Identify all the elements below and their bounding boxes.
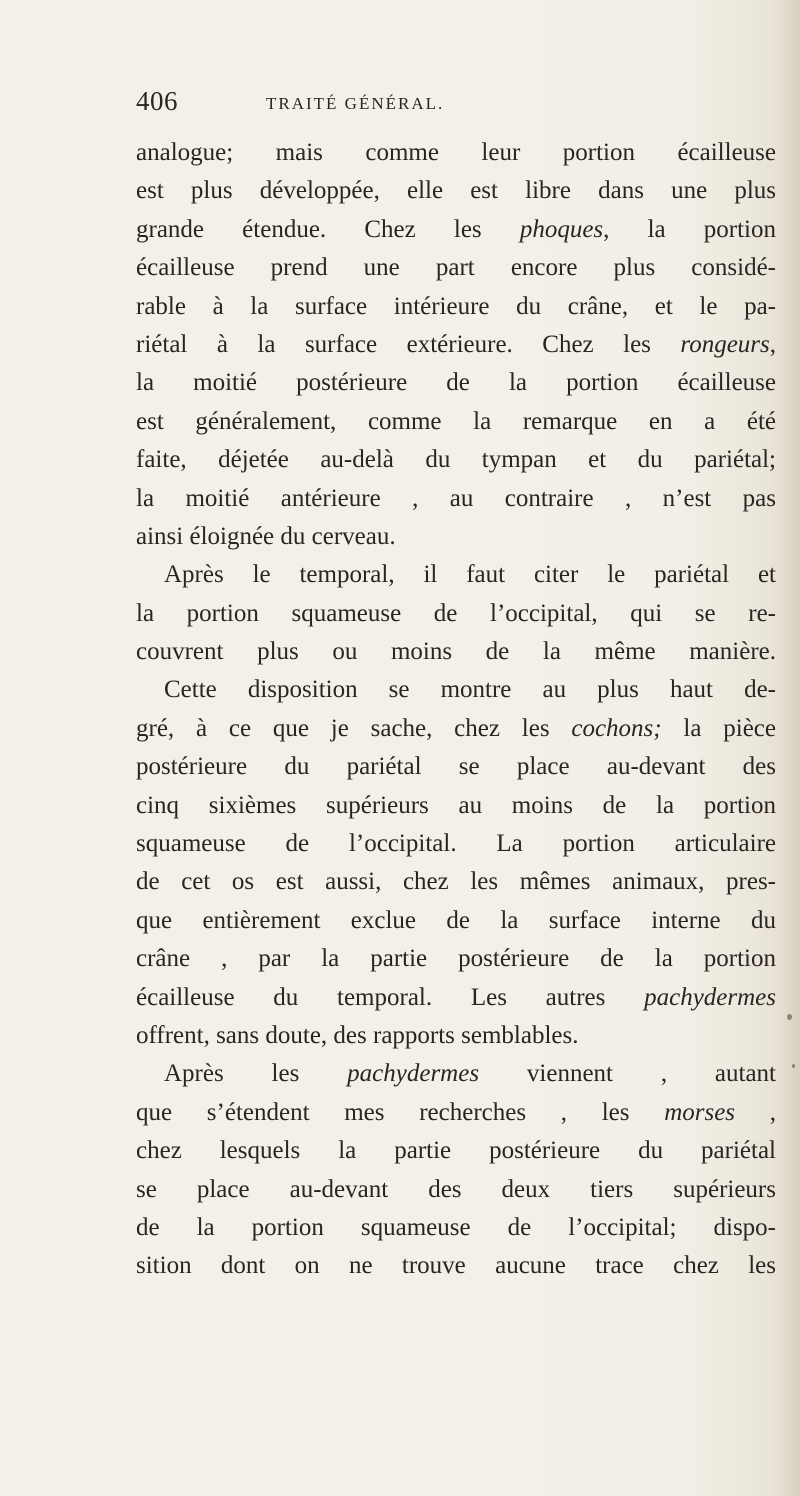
text-segment: Après le temporal, il faut citer le pariétal et [164, 561, 776, 589]
ink-speck [792, 1064, 795, 1068]
text-line [136, 172, 776, 210]
running-title: TRAITÉ GÉNÉRAL. [266, 94, 445, 113]
text-segment: postérieure du pariétal se place au-devant des [136, 753, 776, 781]
text-segment: la moitié postérieure de la portion écailleuse [136, 369, 776, 397]
italic-term: pachydermes [347, 1060, 480, 1088]
text-line [136, 787, 776, 825]
text-line [136, 902, 776, 940]
text-line [136, 710, 776, 748]
page-header [136, 86, 776, 126]
text-segment: que entièrement exclue de la surface interne du [136, 906, 776, 934]
text-line [136, 134, 776, 172]
text-segment: Cette disposition se montre au plus haut de- [164, 676, 776, 704]
text-line [136, 364, 776, 402]
text-segment: , la portion [603, 215, 777, 243]
text-segment: de la portion squameuse de l’occipital; dispo- [136, 1213, 776, 1241]
text-line [136, 480, 776, 518]
text-segment: crâne , par la partie postérieure de la portion [136, 945, 776, 973]
text-segment: chez lesquels la partie postérieure du pariétal [136, 1137, 776, 1165]
text-segment: de cet os est aussi, chez les mêmes animaux, pres- [136, 868, 776, 896]
text-segment: cinq sixièmes supérieurs au moins de la portion [136, 791, 776, 819]
text-line [136, 633, 776, 671]
text-segment: riétal à la surface extérieure. Chez les [136, 330, 681, 358]
text-segment: la moitié antérieure , au contraire , n’est pas [136, 484, 776, 512]
text-segment: Après les [164, 1060, 348, 1088]
text-segment: squameuse de l’occipital. La portion articulaire [136, 830, 776, 858]
text-line [136, 288, 776, 326]
text-segment: grande étendue. Chez les [136, 215, 520, 243]
text-line [136, 940, 776, 978]
italic-term: morses [664, 1098, 736, 1126]
text-segment: , [769, 330, 776, 358]
italic-term: cochons; [571, 714, 662, 742]
text-segment: viennent , autant [479, 1060, 776, 1088]
italic-term: pachydermes [644, 983, 776, 1011]
text-segment: écailleuse du temporal. Les autres [136, 983, 645, 1011]
text-segment: offrent, sans doute, des rapports semblables. [136, 1021, 579, 1049]
text-segment: couvrent plus ou moins de la même manière. [136, 638, 776, 666]
text-line [136, 1055, 776, 1093]
text-line [136, 249, 776, 287]
text-line [136, 1247, 776, 1285]
body-text [136, 134, 776, 1286]
text-segment: , [735, 1098, 776, 1126]
text-line [136, 863, 776, 901]
text-segment: ainsi éloignée du cerveau. [136, 522, 396, 550]
text-line [136, 1209, 776, 1247]
text-segment: est généralement, comme la remarque en a été [136, 407, 776, 435]
text-line [136, 1132, 776, 1170]
text-line [136, 671, 776, 709]
page-number: 406 [136, 86, 178, 116]
text-line [136, 403, 776, 441]
text-segment: faite, déjetée au-delà du tympan et du pariétal; [136, 446, 776, 474]
text-line [136, 1171, 776, 1209]
text-line [136, 979, 776, 1017]
text-segment: écailleuse prend une part encore plus considé- [136, 254, 776, 282]
italic-term: phoques [519, 215, 604, 243]
text-line [136, 1094, 776, 1132]
text-segment: la pièce [661, 714, 776, 742]
text-line [136, 556, 776, 594]
text-segment: analogue; mais comme leur portion écailleuse [136, 139, 776, 166]
text-line [136, 1017, 776, 1055]
text-line [136, 595, 776, 633]
text-line [136, 518, 776, 556]
text-line [136, 825, 776, 863]
text-segment: se place au-devant des deux tiers supérieurs [136, 1175, 776, 1203]
italic-term: rongeurs [680, 330, 770, 358]
text-segment: sition dont on ne trouve aucune trace chez les [136, 1252, 776, 1280]
text-line [136, 441, 776, 479]
page-edge-shadow [778, 0, 800, 1496]
text-line [136, 748, 776, 786]
text-segment: que s’étendent mes recherches , les [136, 1098, 665, 1126]
ink-speck [787, 1014, 792, 1020]
text-line [136, 211, 776, 249]
text-segment: gré, à ce que je sache, chez les [136, 714, 572, 742]
text-segment: rable à la surface intérieure du crâne, et le pa- [136, 292, 776, 320]
text-segment: est plus développée, elle est libre dans une plus [136, 177, 776, 205]
text-line [136, 326, 776, 364]
text-segment: la portion squameuse de l’occipital, qui se re- [136, 599, 776, 627]
